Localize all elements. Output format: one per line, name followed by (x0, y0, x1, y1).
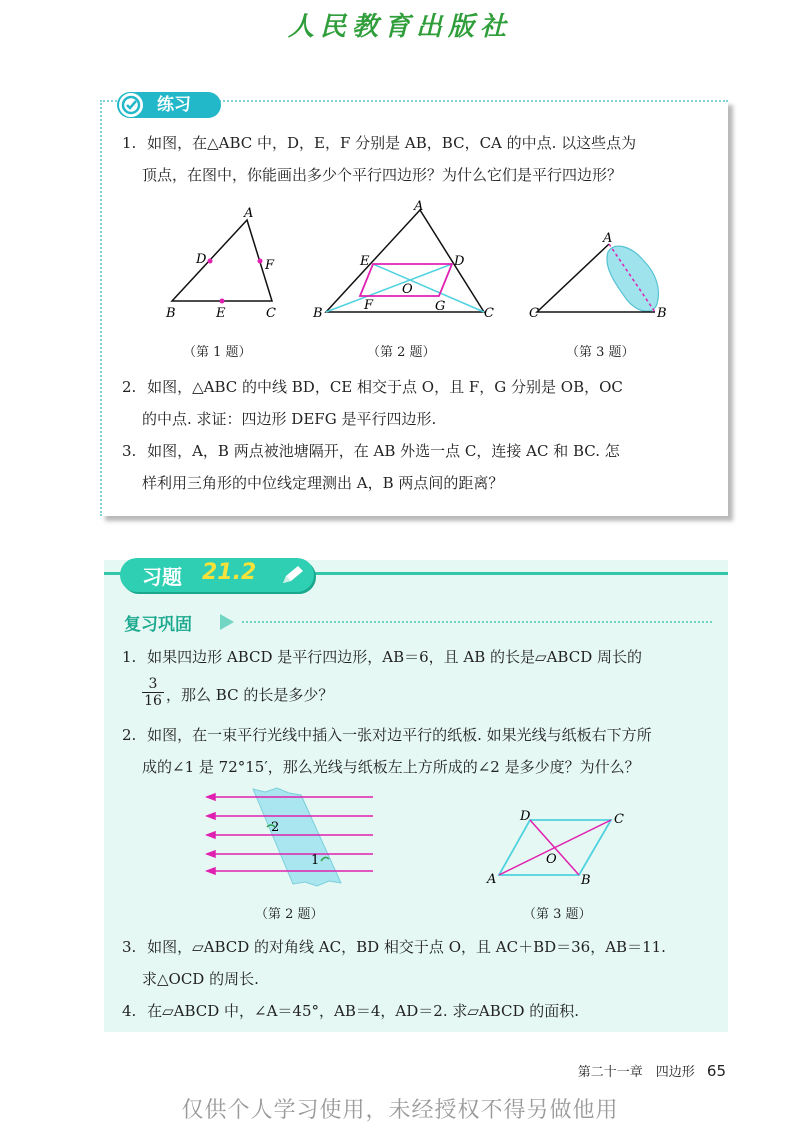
q-text: 如图，A，B 两点被池塘隔开，在 AB 外选一点 C，连接 AC 和 BC. 怎 (147, 442, 620, 460)
label-b: B (313, 306, 323, 321)
exercise-figure-2 (205, 783, 380, 893)
exercise-q3-line2: 求△OCD 的周长. (142, 970, 259, 988)
q-number: 1. (122, 134, 137, 152)
practice-q3-line2: 样利用三角形的中位线定理测出 A，B 两点间的距离？ (142, 474, 504, 492)
label-b: B (657, 306, 667, 321)
label-d: D (520, 809, 531, 824)
triangle-abc (172, 220, 272, 301)
q-text: 如图，在一束平行光线中插入一张对边平行的纸板. 如果光线与纸板右下方所 (147, 726, 652, 744)
caption-fig3: （第 3 题） (566, 345, 635, 360)
practice-tab (117, 92, 221, 118)
fraction (142, 676, 164, 709)
exercise-tab (120, 558, 314, 592)
label-e: E (216, 306, 226, 321)
label-d: D (196, 252, 207, 267)
page-number: 65 (706, 1062, 726, 1080)
label-1: 1 (311, 853, 320, 868)
q-number: 4. (122, 1002, 137, 1020)
caption-fig1: （第 1 题） (183, 345, 252, 360)
q-number: 3. (122, 442, 137, 460)
fraction-denominator: 16 (142, 692, 164, 709)
label-o: O (402, 282, 413, 297)
exercise-q1 (122, 642, 642, 672)
exercise-q1-line2: ，那么 BC 的长是多少？ (166, 686, 334, 704)
q-number: 2. (122, 378, 137, 396)
midpoint-f (258, 259, 263, 264)
practice-figure-1 (160, 205, 290, 325)
practice-q2-line2: 的中点. 求证：四边形 DEFG 是平行四边形. (142, 410, 437, 428)
exercise-q4 (122, 996, 579, 1026)
watermark: 仅供个人学习使用，未经授权不得另做他用 (181, 1098, 619, 1123)
practice-icon (119, 93, 143, 117)
q-text: 如果四边形 ABCD 是平行四边形，AB＝6，且 AB 的长是▱ABCD 周长的 (147, 648, 643, 666)
label-e: E (360, 254, 370, 269)
exercise-number: 21.2 (202, 560, 257, 585)
label-b: B (581, 873, 591, 888)
label-g: G (435, 299, 446, 314)
q-text: 如图，在△ABC 中，D，E，F 分别是 AB，BC，CA 的中点. 以这些点为 (147, 134, 637, 152)
review-heading: 复习巩固 (124, 615, 192, 635)
label-a: A (487, 872, 497, 887)
exercise-q2-line2: 成的∠1 是 72°15′，那么光线与纸板左上方所成的∠2 是多少度？为什么？ (142, 758, 640, 776)
q-number: 2. (122, 726, 137, 744)
label-o: O (546, 852, 557, 867)
label-f: F (265, 258, 275, 273)
practice-q3 (122, 436, 620, 466)
label-c: C (529, 306, 539, 321)
practice-figure-3 (525, 226, 675, 326)
label-a: A (414, 199, 424, 214)
practice-figure-2 (310, 198, 500, 326)
arrow-icon (220, 614, 234, 630)
label-c: C (484, 306, 494, 321)
exercise-q3 (122, 932, 666, 962)
chapter-title: 第二十一章 四边形 (577, 1065, 695, 1080)
q-text: 在▱ABCD 中，∠A＝45°，AB＝4，AD＝2. 求▱ABCD 的面积. (147, 1002, 580, 1020)
q-number: 3. (122, 938, 137, 956)
practice-q2 (122, 372, 623, 402)
practice-q1-line2: 顶点，在图中，你能画出多少个平行四边形？为什么它们是平行四边形？ (142, 166, 623, 184)
page-footer (0, 1061, 726, 1080)
midpoint-d (208, 259, 213, 264)
caption-ex-fig2: （第 2 题） (255, 907, 324, 922)
label-c: C (266, 306, 276, 321)
label-f: F (364, 298, 374, 313)
midpoint-e (220, 299, 225, 304)
exercise-q2 (122, 720, 652, 750)
pencil-icon (280, 564, 306, 586)
practice-title: 练习 (157, 95, 191, 115)
label-d: D (454, 254, 465, 269)
practice-q1 (122, 128, 636, 158)
label-b: B (166, 306, 176, 321)
label-a: A (603, 231, 613, 246)
q-text: 如图，△ABC 的中线 BD，CE 相交于点 O，且 F，G 分别是 OB，OC (147, 378, 623, 396)
q-text: 如图，▱ABCD 的对角线 AC，BD 相交于点 O，且 AC＋BD＝36，AB＝11. (147, 938, 666, 956)
pond (607, 246, 659, 311)
q-number: 1. (122, 648, 137, 666)
exercise-figure-3 (484, 803, 634, 893)
caption-fig2: （第 2 题） (367, 345, 436, 360)
fraction-numerator: 3 (148, 676, 158, 692)
caption-ex-fig3: （第 3 题） (523, 907, 592, 922)
publisher-logo: 人民教育出版社 (287, 12, 512, 42)
review-divider (242, 621, 712, 623)
label-c: C (614, 812, 624, 827)
label-2: 2 (271, 820, 280, 835)
label-a: A (244, 206, 254, 221)
exercise-title: 习题 (142, 565, 182, 589)
